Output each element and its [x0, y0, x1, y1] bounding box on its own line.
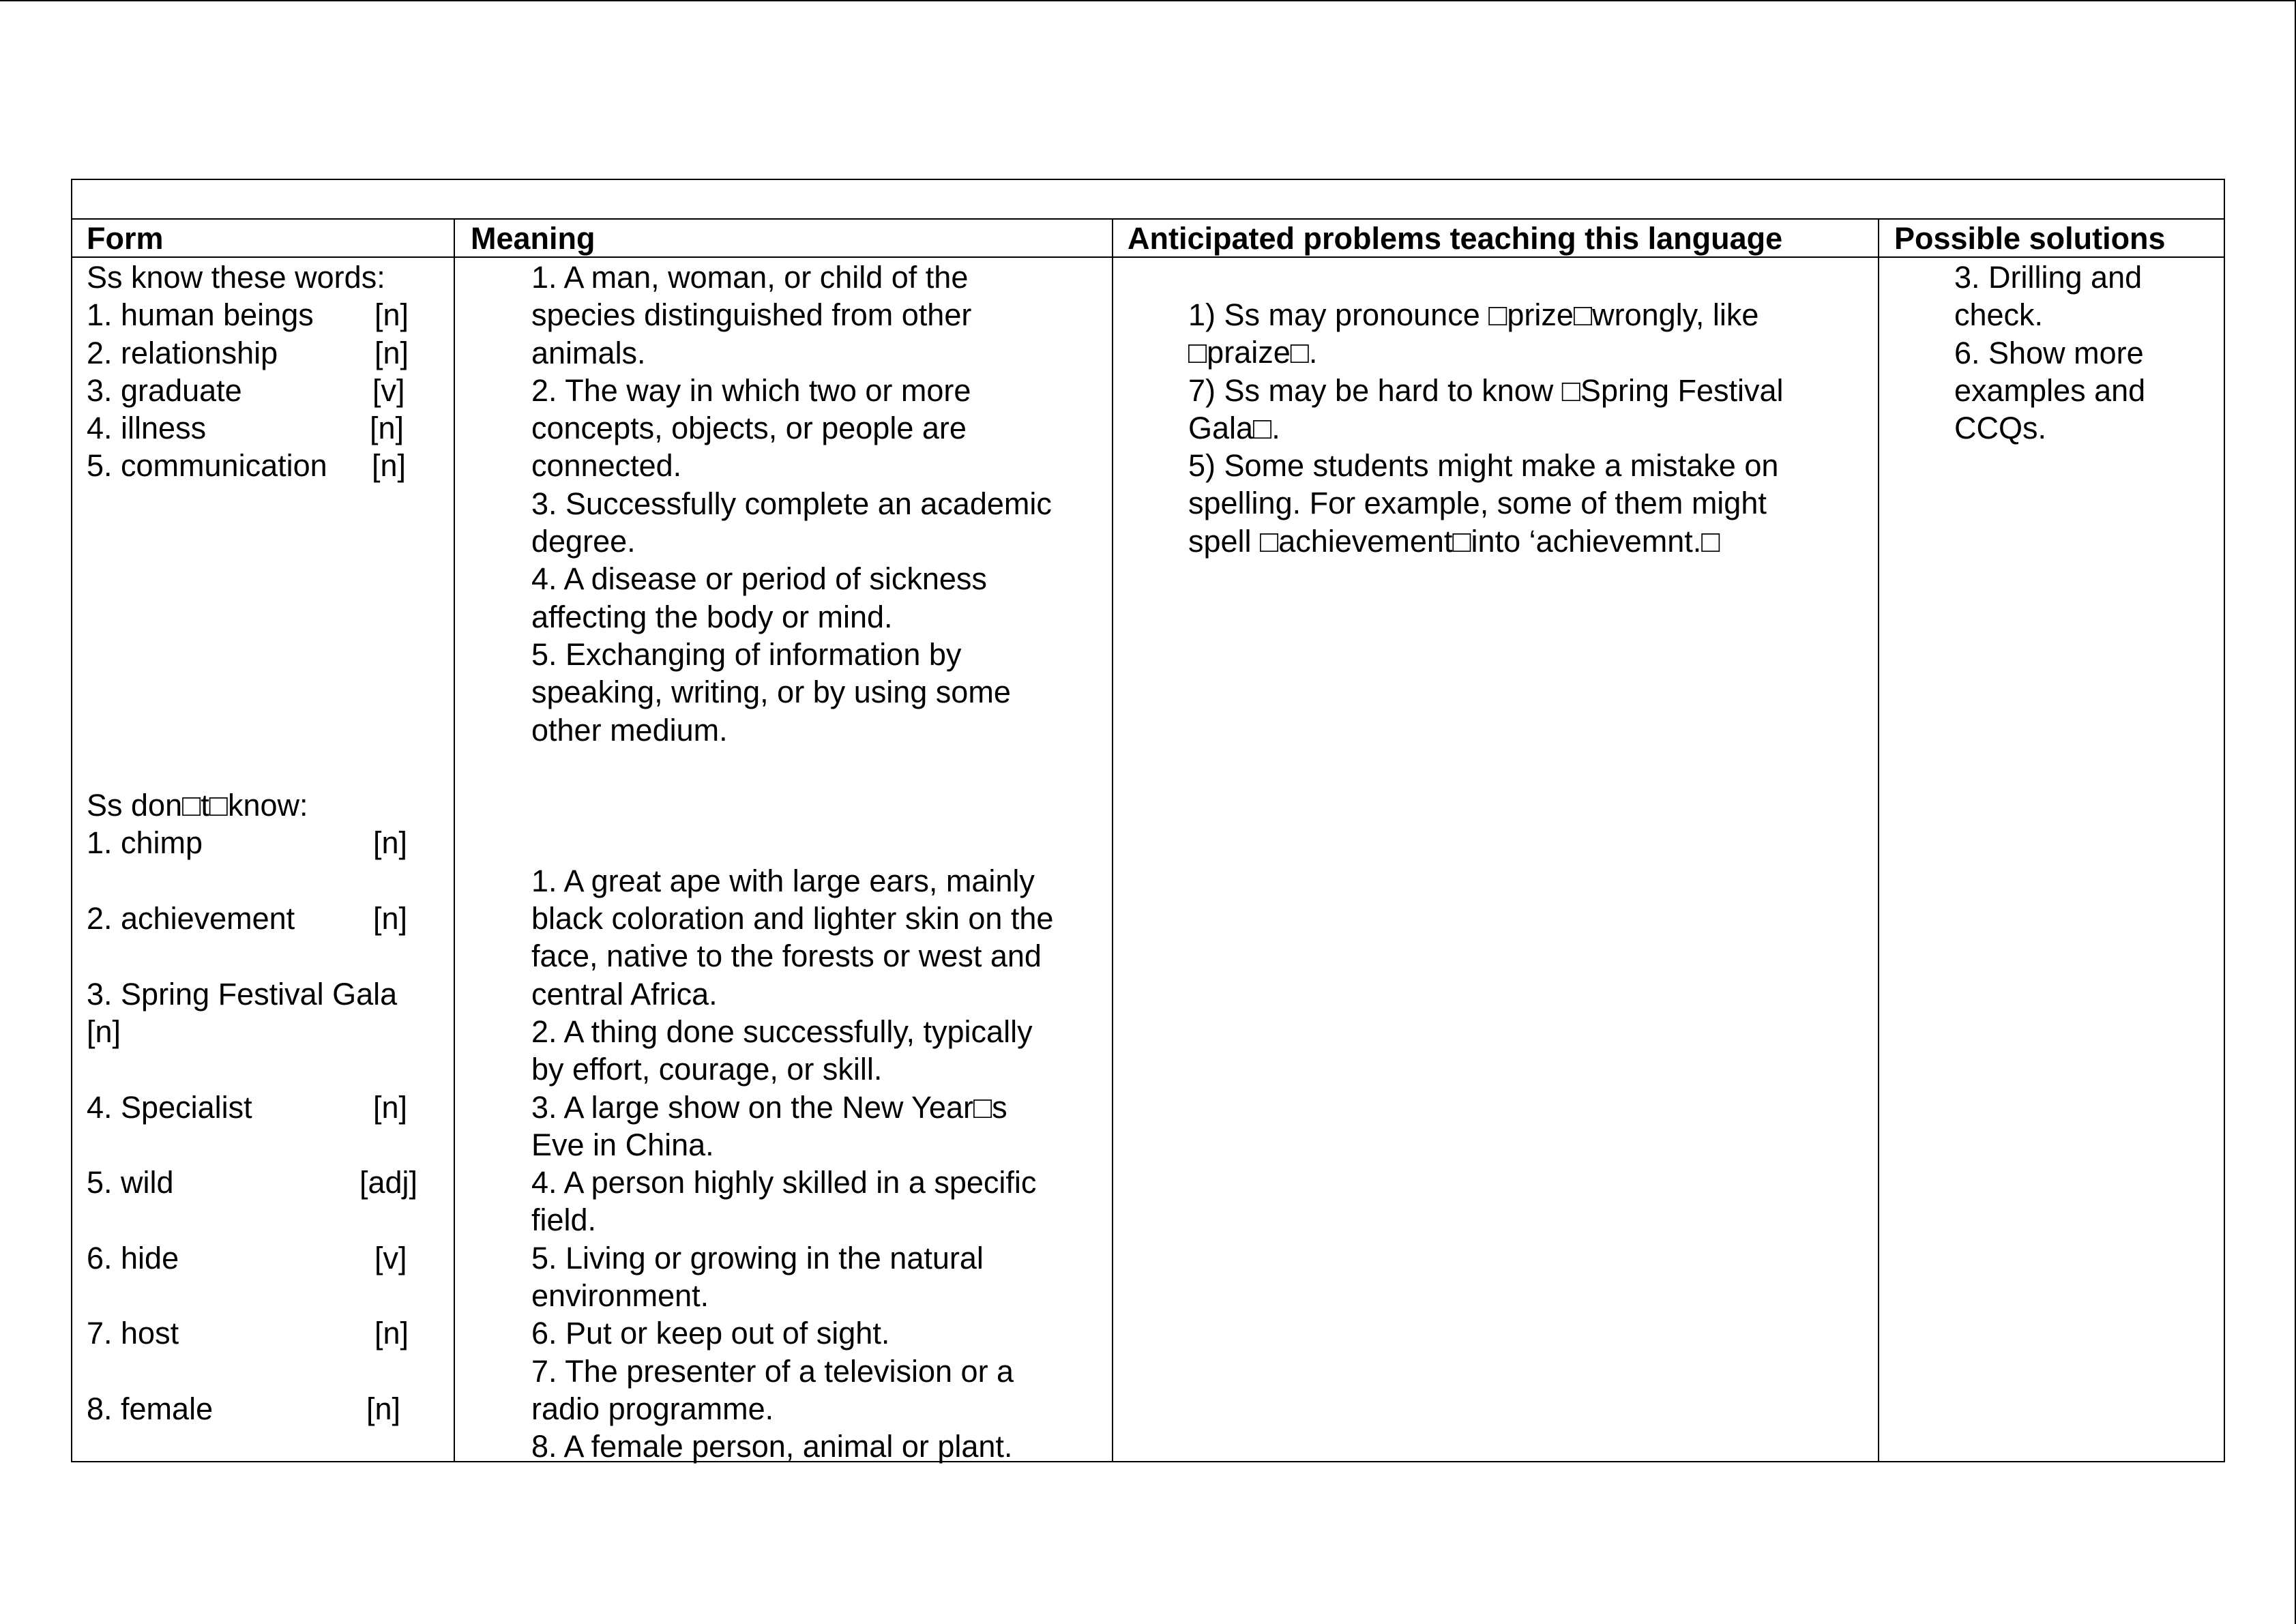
- meaning-line: speaking, writing, or by using some: [531, 675, 1011, 710]
- part-of-speech: [n]: [373, 901, 408, 936]
- unknown-word-row: [87, 900, 441, 937]
- unknown-word-row: [87, 1239, 441, 1277]
- known-meanings: [531, 259, 1104, 749]
- known-word-row: [87, 296, 441, 334]
- meaning-line: other medium.: [531, 712, 728, 748]
- part-of-speech: [n]: [374, 1316, 409, 1351]
- column-divider-3: [1878, 218, 1879, 1462]
- unknown-meanings: [531, 862, 1104, 1466]
- meaning-line: concepts, objects, or people are: [531, 411, 967, 446]
- word: 1. chimp: [87, 825, 203, 861]
- meaning-line: 5. Living or growing in the natural: [531, 1240, 984, 1275]
- problem-line: 5) Some students might make a mistake on: [1188, 448, 1779, 484]
- known-word-row: [87, 409, 441, 447]
- meaning-line: affecting the body or mind.: [531, 599, 893, 634]
- part-of-speech: [v]: [374, 1240, 407, 1275]
- meaning-line: black coloration and lighter skin on the: [531, 901, 1054, 936]
- part-of-speech: [v]: [372, 372, 405, 408]
- word: 5. wild: [87, 1165, 174, 1200]
- solution-line: CCQs.: [1954, 411, 2046, 446]
- meaning-line: species distinguished from other: [531, 297, 972, 333]
- meaning-line: 4. A disease or period of sickness: [531, 561, 987, 597]
- part-of-speech: [n]: [366, 1391, 401, 1426]
- solution-line: 3. Drilling and: [1954, 260, 2143, 295]
- meaning-line: 1. A man, woman, or child of the: [531, 260, 969, 295]
- solution-line: check.: [1954, 297, 2044, 333]
- column-divider-2: [1112, 218, 1113, 1462]
- word: 7. host: [87, 1316, 179, 1351]
- part-of-speech: [n]: [374, 297, 409, 333]
- problem-line: 7) Ss may be hard to know □Spring Festival: [1188, 372, 1784, 408]
- meaning-line: 2. The way in which two or more: [531, 372, 971, 408]
- meaning-line: Eve in China.: [531, 1127, 714, 1162]
- known-word-row: [87, 447, 441, 484]
- column-divider-1: [454, 218, 455, 1462]
- known-word-row: [87, 334, 441, 372]
- word: 4. illness: [87, 411, 207, 446]
- word: 5. communication: [87, 448, 327, 484]
- unknown-word-row: [87, 1164, 441, 1201]
- unknown-word-row: [87, 1089, 441, 1126]
- problems-column: [1188, 296, 1870, 560]
- part-of-speech: [n]: [373, 1089, 408, 1125]
- word: 4. Specialist: [87, 1089, 252, 1125]
- solutions-column: [1954, 259, 2220, 447]
- meaning-line: animals.: [531, 335, 646, 370]
- solutions-list: [1954, 259, 2220, 447]
- meaning-line: 8. A female person, animal or plant.: [531, 1429, 1013, 1464]
- meaning-line: 4. A person highly skilled in a specific: [531, 1165, 1037, 1200]
- meaning-line: 5. Exchanging of information by: [531, 636, 962, 672]
- meaning-line: degree.: [531, 524, 636, 559]
- problem-line: Gala□.: [1188, 410, 1280, 445]
- header-meaning: Meaning: [471, 221, 595, 256]
- known-words-heading: Ss know these words:: [87, 260, 385, 295]
- meaning-line: 3. Successfully complete an academic: [531, 486, 1052, 521]
- word: 6. hide: [87, 1240, 179, 1275]
- meaning-line: central Africa.: [531, 976, 718, 1012]
- meaning-line: 6. Put or keep out of sight.: [531, 1316, 890, 1351]
- problem-line: 1) Ss may pronounce □prize□wrongly, like: [1188, 297, 1759, 332]
- unknown-word-row: [87, 1314, 441, 1352]
- known-word-row: [87, 372, 441, 409]
- unknown-word-row: [87, 975, 441, 1013]
- part-of-speech: [n]: [87, 1014, 121, 1049]
- problem-line: spelling. For example, some of them might: [1188, 486, 1767, 521]
- page-top-border: [0, 0, 2296, 1]
- solution-line: examples and: [1954, 372, 2146, 408]
- meaning-line: connected.: [531, 448, 682, 484]
- meaning-line: 3. A large show on the New Year□s: [531, 1089, 1007, 1125]
- solution-line: 6. Show more: [1954, 335, 2144, 370]
- meaning-line: face, native to the forests or west and: [531, 939, 1042, 974]
- meaning-line: environment.: [531, 1278, 709, 1314]
- form-column: [87, 259, 441, 1428]
- header-possible-solutions: Possible solutions: [1894, 221, 2166, 256]
- part-of-speech: [n]: [373, 825, 408, 861]
- unknown-word-row: [87, 1390, 441, 1428]
- problems-list: [1188, 296, 1870, 560]
- meaning-line: 1. A great ape with large ears, mainly: [531, 863, 1035, 898]
- word: 8. female: [87, 1391, 214, 1426]
- part-of-speech: [n]: [372, 448, 407, 484]
- unknown-word-row: [87, 824, 441, 861]
- header-anticipated-problems: Anticipated problems teaching this language: [1128, 221, 1783, 256]
- problem-line: □praize□.: [1188, 335, 1318, 370]
- part-of-speech: [n]: [370, 411, 404, 446]
- problem-line: spell □achievement□into ‘achievemnt.□: [1188, 523, 1720, 559]
- word: 2. relationship: [87, 335, 278, 370]
- meaning-column: [531, 259, 1104, 1466]
- meaning-line: radio programme.: [531, 1391, 774, 1426]
- meaning-line: field.: [531, 1202, 597, 1238]
- meaning-line: 2. A thing done successfully, typically: [531, 1014, 1033, 1049]
- word: 3. Spring Festival Gala: [87, 976, 398, 1012]
- part-of-speech: [n]: [374, 335, 409, 370]
- word: 2. achievement: [87, 901, 295, 936]
- word: 1. human beings: [87, 297, 314, 333]
- unknown-words-heading: Ss don□t□know:: [87, 788, 308, 823]
- meaning-line: by effort, courage, or skill.: [531, 1052, 883, 1087]
- word: 3. graduate: [87, 372, 242, 408]
- header-form: Form: [87, 221, 164, 256]
- part-of-speech: [adj]: [359, 1165, 418, 1200]
- meaning-line: 7. The presenter of a television or a: [531, 1353, 1014, 1389]
